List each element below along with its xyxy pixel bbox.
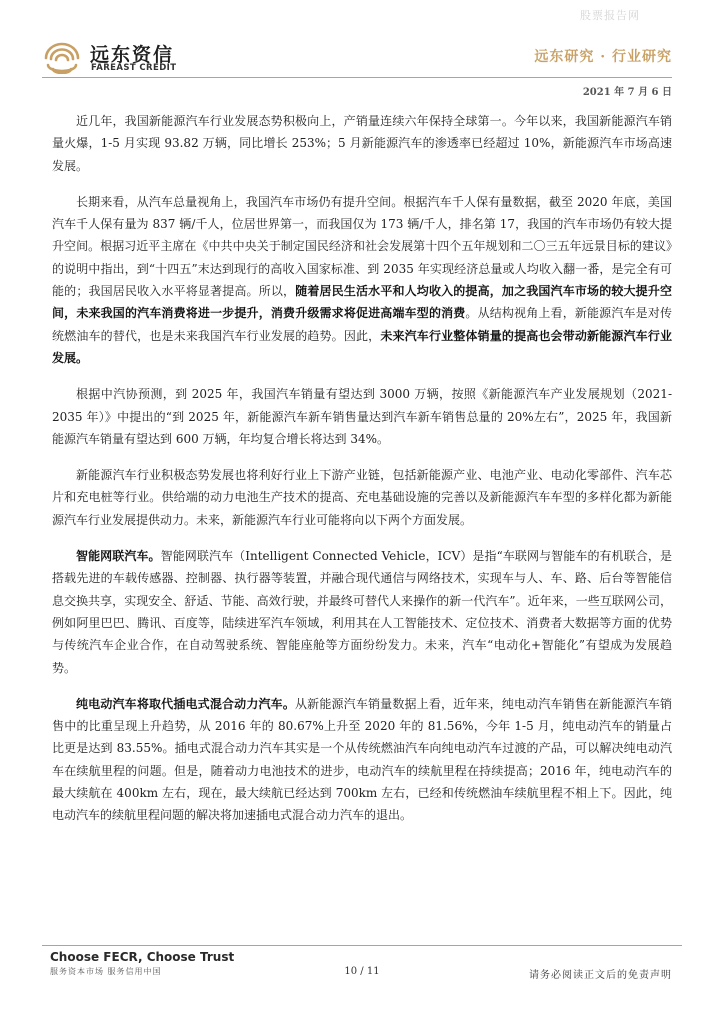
emphasis-text: 随着居民生活水平和人均收入的提高，加之我国汽车市场的较大提升空间，未来我国的汽车消费将进一步提升，消费升级需求将促进高端车型的消费 [52, 284, 672, 321]
logo-mark-icon [42, 38, 82, 74]
body-text: 根据中汽协预测，到 2025 年，我国汽车销量有望达到 3000 万辆，按照《新能源汽车产业发展规划（2021-2035 年）》中提出的“到 2025 年，新能源汽车新车销售量达到汽车新车销售总量的 20%左右”，2025 年，我国新能源汽车销量有望达到 600 万辆，年均复合增长将达到 34%。 [52, 387, 672, 446]
paragraph [52, 383, 672, 450]
company-logo [42, 38, 222, 74]
emphasis-text: 未来汽车行业整体销量的提高也会带动新能源汽车行业发展。 [52, 328, 672, 365]
body-text: 新能源汽车行业积极态势发展也将利好行业上下游产业链，包括新能源产业、电池产业、电动化零部件、汽车芯片和充电桩等行业。供给端的动力电池生产技术的提高、充电基础设施的完善以及新能源汽车车型的多样化都为新能源汽车行业发展提供动力。未来，新能源汽车行业可能将向以下两个方面发展。 [52, 468, 672, 527]
report-category: 远东研究 · 行业研究 [534, 49, 672, 65]
footer-divider [42, 945, 682, 946]
page-number: 10 / 11 [344, 966, 380, 977]
logo-chinese-name: 远东资信 [90, 44, 175, 66]
watermark-text: 股票报告网 [580, 9, 640, 22]
paragraph [52, 464, 672, 531]
report-date: 2021 年 7 月 6 日 [582, 87, 672, 98]
paragraph [52, 545, 672, 679]
paragraph [52, 110, 672, 177]
paragraph [52, 191, 672, 369]
header-divider [42, 77, 672, 78]
body-text: 长期来看，从汽车总量视角上，我国汽车市场仍有提升空间。根据汽车千人保有量数据，截至 2020 年底，美国汽车千人保有量为 837 辆/千人，位居世界第一，而我国仅为 173 辆/千人，排名第 17，我国的汽车市场仍有较大提升空间。根据习近平主席在《中共中央关于制定国民经济和社会发展第十四个五年规划和二〇三五年远景目标的建议》的说明中指出，到“十四五”末达到现行的高收入国家标准、到 2035 年实现经济总量或人均收入翻一番，是完全有可能的；我国居民收入水平将显著提高。所以， [52, 194, 672, 299]
emphasis-text: 智能网联汽车。 [76, 549, 161, 564]
paragraph [52, 693, 672, 827]
logo-english-name: FAREAST CREDIT [91, 63, 177, 73]
body-text: 。从结构视角上看，新能源汽车是对传统燃油车的替代，也是未来我国汽车行业发展的趋势。因此， [52, 306, 672, 343]
disclaimer-note: 请务必阅读正文后的免责声明 [529, 970, 672, 981]
report-body [52, 110, 672, 841]
footer-subslogan: 服务资本市场 服务信用中国 [50, 967, 162, 976]
footer-slogan: Choose FECR, Choose Trust [50, 950, 235, 964]
emphasis-text: 纯电动汽车将取代插电式混合动力汽车。 [76, 696, 295, 711]
body-text: 从新能源汽车销量数据上看，近年来，纯电动汽车销售在新能源汽车销售中的比重呈现上升趋势，从 2016 年的 80.67%上升至 2020 年的 81.56%，今年 1-5 月，纯电动汽车的销量占比更是达到 83.55%。插电式混合动力汽车其实是一个从传统燃油汽车向纯电动汽车过渡的产品，可以解决纯电动汽车在续航里程的问题。但是，随着动力电池技术的进步，电动汽车的续航里程在持续提高；2016 年，纯电动汽车的最大续航在 400km 左右，现在，最大续航已经达到 700km 左右，已经和传统燃油车续航里程不相上下。因此，纯电动汽车的续航里程问题的解决将加速插电式混合动力汽车的退出。 [52, 696, 672, 823]
body-text: 近几年，我国新能源汽车行业发展态势积极向上，产销量连续六年保持全球第一。今年以来，我国新能源汽车销量火爆，1-5 月实现 93.82 万辆，同比增长 253%；5 月新能源汽车的渗透率已经超过 10%，新能源汽车市场高速发展。 [52, 114, 672, 173]
body-text: 智能网联汽车（Intelligent Connected Vehicle，ICV）是指“车联网与智能车的有机联合，是搭载先进的车载传感器、控制器、执行器等装置，并融合现代通信与网络技术，实现车与人、车、路、后台等智能信息交换共享，实现安全、舒适、节能、高效行驶，并最终可替代人来操作的新一代汽车”。近年来，一些互联网公司，例如阿里巴巴、腾讯、百度等，陆续进军汽车领域，利用其在人工智能技术、定位技术、消费者大数据等方面的优势与传统汽车企业合作，在自动驾驶系统、智能座舱等方面纷纷发力。未来，汽车“电动化+智能化”有望成为发展趋势。 [52, 549, 672, 675]
